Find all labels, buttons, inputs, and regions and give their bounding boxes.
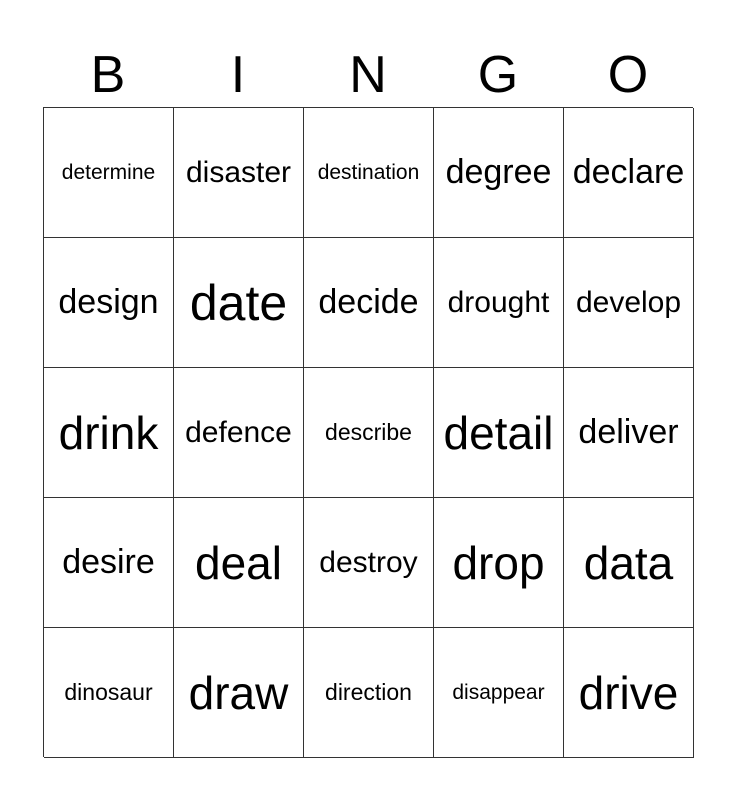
bingo-cell[interactable]: deliver [564,368,694,498]
bingo-cell[interactable]: draw [174,628,304,758]
header-letter-o: O [607,46,649,104]
bingo-header [43,40,693,110]
bingo-cell[interactable]: destination [304,108,434,238]
bingo-cell[interactable]: degree [434,108,564,238]
bingo-cell[interactable]: desire [44,498,174,628]
bingo-cell[interactable]: drought [434,238,564,368]
bingo-cell[interactable]: defence [174,368,304,498]
header-letter-i: I [230,46,246,104]
header-letter-g: G [477,46,519,104]
bingo-cell[interactable]: design [44,238,174,368]
bingo-cell[interactable]: disaster [174,108,304,238]
bingo-cell[interactable]: declare [564,108,694,238]
bingo-cell[interactable]: direction [304,628,434,758]
bingo-cell[interactable]: develop [564,238,694,368]
bingo-cell[interactable]: determine [44,108,174,238]
bingo-cell[interactable]: date [174,238,304,368]
bingo-card-grid [43,107,693,757]
header-letter-n: N [349,46,387,104]
header-letter-b: B [90,46,126,104]
bingo-cell[interactable]: drink [44,368,174,498]
bingo-cell[interactable]: disappear [434,628,564,758]
bingo-cell[interactable]: drop [434,498,564,628]
bingo-cell[interactable]: deal [174,498,304,628]
bingo-cell[interactable]: destroy [304,498,434,628]
bingo-cell[interactable]: data [564,498,694,628]
bingo-cell[interactable]: decide [304,238,434,368]
bingo-cell[interactable]: describe [304,368,434,498]
bingo-cell[interactable]: dinosaur [44,628,174,758]
bingo-cell[interactable]: detail [434,368,564,498]
bingo-cell[interactable]: drive [564,628,694,758]
